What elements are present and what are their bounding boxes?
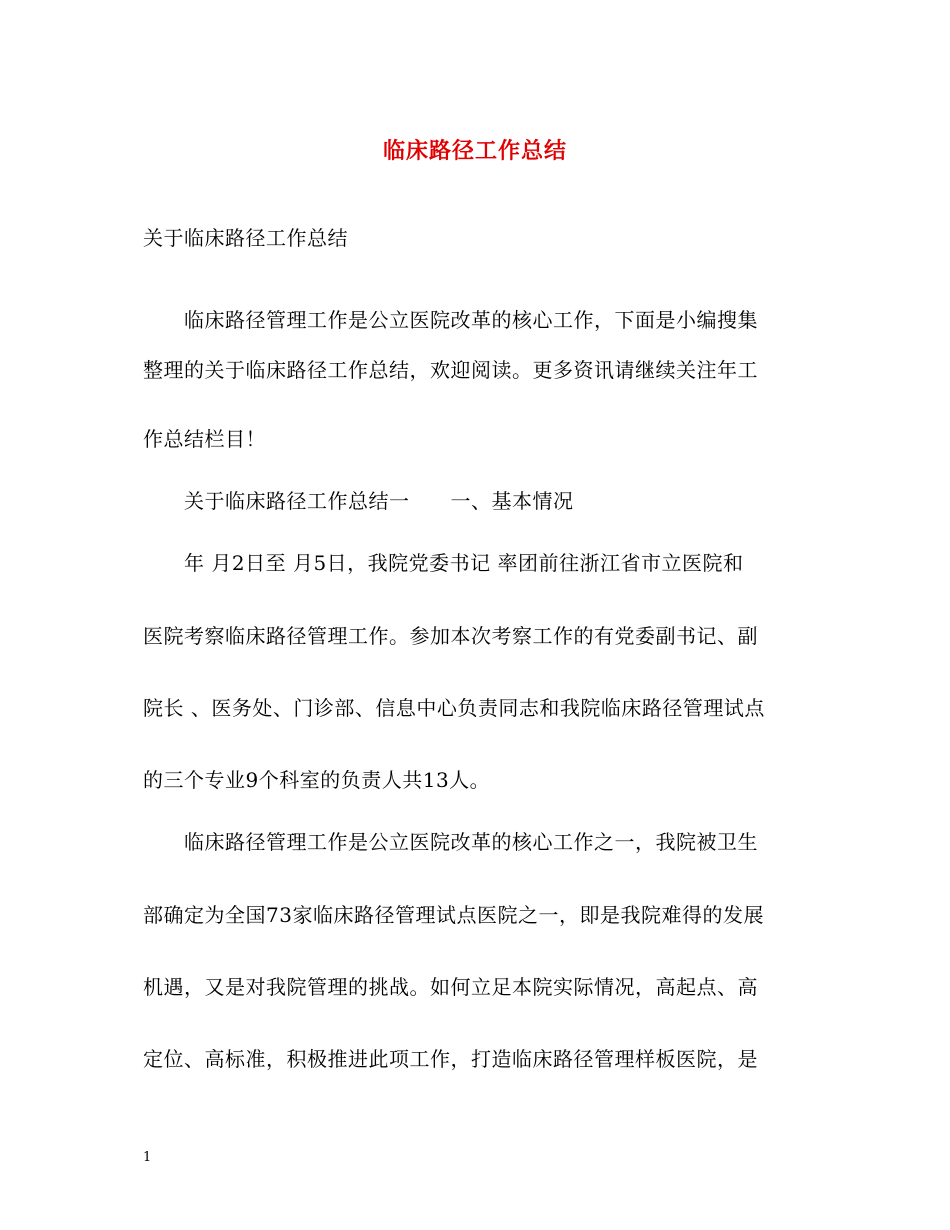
text-line: 关于临床路径工作总结一 一、基本情况 xyxy=(143,489,574,513)
text-line: 关于临床路径工作总结 xyxy=(143,226,348,250)
text-line: 临床路径管理工作是公立医院改革的核心工作之一，我院被卫生 xyxy=(143,830,758,854)
text-line: 的三个专业9个科室的负责人共13人。 xyxy=(143,768,491,792)
text-line: 作总结栏目！ xyxy=(143,427,266,451)
text-line: 部确定为全国73家临床路径管理试点医院之一，即是我院难得的发展 xyxy=(143,903,764,927)
text-line: 机遇，又是对我院管理的挑战。如何立足本院实际情况，高起点、高 xyxy=(143,975,758,999)
text-line: 院长 、医务处、门诊部、信息中心负责同志和我院临床路径管理试点 xyxy=(143,696,765,720)
text-line: 临床路径管理工作是公立医院改革的核心工作，下面是小编搜集 xyxy=(143,308,758,332)
text-line: 医院考察临床路径管理工作。参加本次考察工作的有党委副书记、副 xyxy=(143,624,758,648)
text-line: 定位、高标准，积极推进此项工作，打造临床路径管理样板医院，是 xyxy=(143,1047,758,1071)
page-number: 1 xyxy=(143,1150,152,1165)
text-line: 整理的关于临床路径工作总结，欢迎阅读。更多资讯请继续关注年工 xyxy=(143,358,758,382)
text-line: 年 月2日至 月5日，我院党委书记 率团前往浙江省市立医院和 xyxy=(143,551,744,575)
document-title: 临床路径工作总结 xyxy=(382,138,567,164)
